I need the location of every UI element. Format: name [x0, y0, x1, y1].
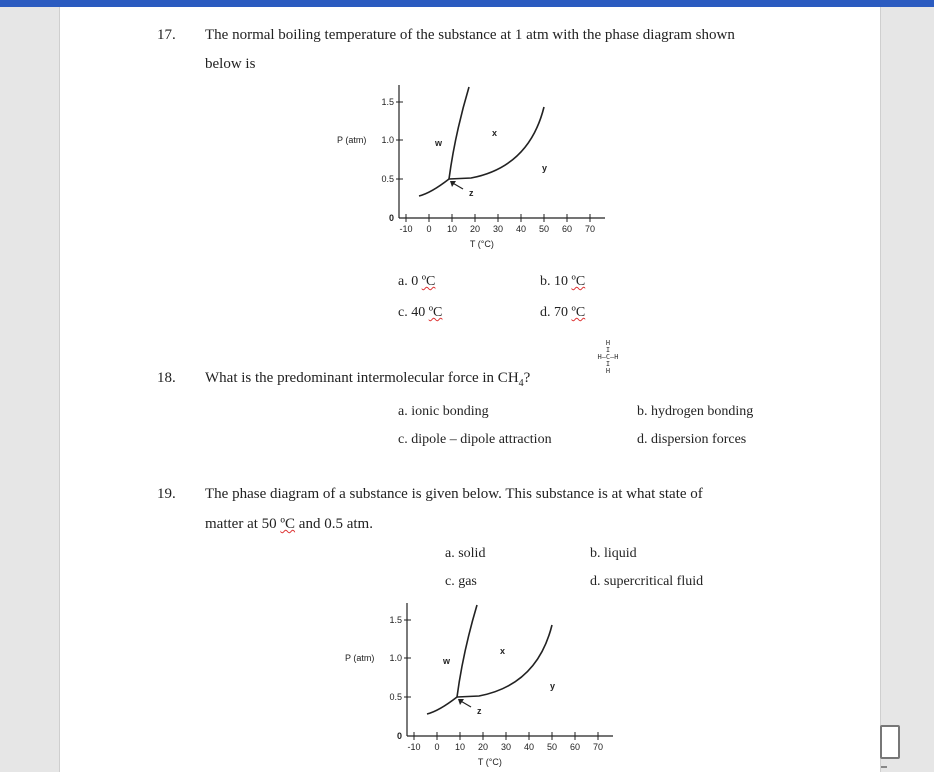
region-label: x [500, 646, 506, 656]
q19-option-b[interactable]: b. liquid [590, 546, 637, 561]
x-tick-label: 60 [561, 224, 573, 234]
x-tick-label: 0 [426, 224, 432, 234]
q17-option-d-unit: ºC [571, 305, 586, 320]
region-label: y [542, 163, 548, 173]
question-19-text-line2-unit: ºC [280, 516, 296, 532]
methane-h-top: H [605, 339, 611, 347]
question-18-text [205, 370, 530, 389]
q17-option-c-letter: c. [398, 305, 408, 320]
q18-option-c[interactable]: c. dipole – dipole attraction [398, 432, 552, 447]
region-label: y [550, 681, 556, 691]
q18-option-b[interactable]: b. hydrogen bonding [637, 404, 754, 419]
q18-option-d[interactable]: d. dispersion forces [637, 432, 747, 447]
x-tick-label: 20 [469, 224, 481, 234]
phase-diagram-1 [300, 80, 640, 255]
q17-option-c-value: 40 [411, 305, 426, 320]
q17-option-d[interactable] [540, 305, 585, 321]
sublimation-curve [427, 697, 457, 714]
q17-option-b-letter: b. [540, 274, 551, 289]
y-tick-label: 1.0 [381, 135, 394, 145]
side-scroll-box[interactable] [880, 725, 900, 759]
q17-option-a-letter: a. [398, 274, 408, 289]
y-tick-label: 0.5 [389, 692, 402, 702]
region-label: w [435, 138, 443, 148]
x-tick-label: 50 [546, 742, 558, 752]
x-tick-label: 10 [454, 742, 466, 752]
x-tick-label: 60 [569, 742, 581, 752]
x-tick-label: 50 [538, 224, 550, 234]
question-17-number: 17. [157, 27, 176, 43]
question-18-subscript: 4 [518, 378, 524, 389]
q17-option-c-unit: ºC [428, 305, 443, 320]
region-label: x [492, 128, 498, 138]
y-axis-label: P (atm) [337, 135, 367, 145]
q19-option-d[interactable]: d. supercritical fluid [590, 574, 704, 589]
question-19-number: 19. [157, 486, 176, 502]
question-19-text-line2-prefix: matter at 50 [205, 516, 281, 532]
y-tick-label: 1.5 [381, 97, 394, 107]
top-accent-bar [0, 0, 934, 7]
methane-middle: H–C–H [597, 353, 619, 361]
x-tick-label: 70 [584, 224, 596, 234]
q17-option-a-unit: ºC [421, 274, 436, 289]
melting-curve [457, 605, 477, 697]
y-tick-label: 0.5 [381, 174, 394, 184]
question-17-text-line1: The normal boiling temperature of the substance at 1 atm with the phase diagram shown [205, 27, 735, 43]
x-tick-label: -10 [407, 742, 421, 752]
melting-curve [449, 87, 469, 179]
methane-structure [586, 340, 630, 375]
question-18-number: 18. [157, 370, 176, 386]
q19-option-c[interactable]: c. gas [445, 574, 477, 589]
q17-option-d-letter: d. [540, 305, 551, 320]
x-tick-label: 40 [515, 224, 527, 234]
question-19-text-line1: The phase diagram of a substance is given below. This substance is at what state of [205, 486, 703, 502]
x-tick-label: 40 [523, 742, 535, 752]
q17-option-a[interactable] [398, 274, 435, 290]
y-tick-label: 0 [388, 213, 394, 223]
y-tick-label: 1.0 [389, 653, 402, 663]
x-tick-label: 20 [477, 742, 489, 752]
vaporization-curve [449, 107, 544, 179]
q17-option-b[interactable] [540, 274, 585, 290]
side-mark [881, 766, 887, 768]
y-axis-label: P (atm) [345, 653, 375, 663]
methane-bar-bottom: I [605, 360, 611, 368]
region-label: z [477, 706, 482, 716]
q17-option-a-value: 0 [411, 274, 419, 289]
q17-option-d-value: 70 [554, 305, 568, 320]
question-19-text-line2-suffix: and 0.5 atm. [295, 516, 373, 532]
x-axis-label: T (°C) [477, 757, 502, 767]
x-tick-label: 10 [446, 224, 458, 234]
question-19-text-line2 [205, 516, 373, 533]
question-18-text-prefix: What is the predominant intermolecular force in CH [205, 370, 519, 386]
question-18-text-suffix: ? [523, 370, 531, 386]
region-label: z [469, 188, 474, 198]
vaporization-curve [457, 625, 552, 697]
x-tick-label: 30 [492, 224, 504, 234]
phase-diagram-2 [308, 598, 648, 772]
x-tick-label: 70 [592, 742, 604, 752]
x-tick-label: 30 [500, 742, 512, 752]
q18-option-a[interactable]: a. ionic bonding [398, 404, 489, 419]
y-tick-label: 1.5 [389, 615, 402, 625]
y-tick-label: 0 [396, 731, 402, 741]
q17-option-b-value: 10 [554, 274, 568, 289]
question-17-text-line2: below is [205, 56, 256, 72]
q19-option-a[interactable]: a. solid [445, 546, 486, 561]
methane-bar-top: I [605, 346, 611, 354]
region-label: w [443, 656, 451, 666]
x-tick-label: 0 [434, 742, 440, 752]
x-axis-label: T (°C) [469, 239, 494, 249]
q17-option-c[interactable] [398, 305, 442, 321]
sublimation-curve [419, 179, 449, 196]
q17-option-b-unit: ºC [571, 274, 586, 289]
x-tick-label: -10 [399, 224, 413, 234]
methane-h-bottom: H [605, 367, 611, 375]
